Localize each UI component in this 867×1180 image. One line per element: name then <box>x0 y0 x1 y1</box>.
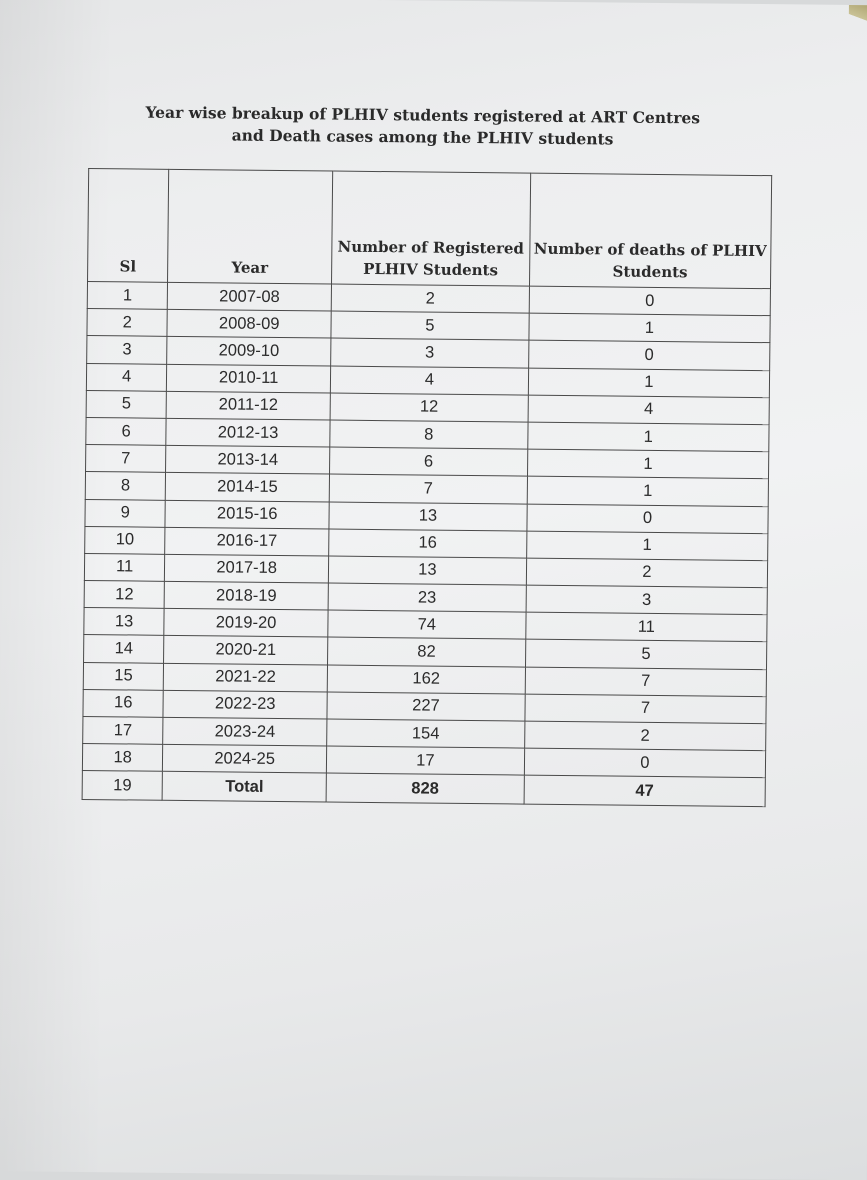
cell-registered: 3 <box>331 338 529 367</box>
cell-deaths: 3 <box>526 585 767 615</box>
cell-registered: 162 <box>327 665 525 694</box>
cell-deaths: 11 <box>526 612 767 642</box>
cell-year: 2016-17 <box>165 527 329 556</box>
cell-sl: 15 <box>83 662 164 690</box>
cell-year: 2014-15 <box>166 473 330 502</box>
cell-deaths: 0 <box>524 748 765 778</box>
cell-sl: 10 <box>85 526 166 554</box>
cell-registered: 16 <box>329 529 527 558</box>
header-registered: Number of Registered PLHIV Students <box>331 171 530 286</box>
cell-registered: 82 <box>327 637 525 666</box>
cell-year: 2022-23 <box>163 690 327 719</box>
cell-sl: 3 <box>87 336 168 364</box>
cell-deaths: 1 <box>527 476 768 506</box>
cell-sl: 13 <box>84 608 165 636</box>
cell-year: 2007-08 <box>168 282 332 311</box>
cell-deaths: 1 <box>529 313 770 343</box>
cell-sl: 9 <box>85 499 166 527</box>
cell-deaths: 1 <box>528 422 769 452</box>
cell-sl: 18 <box>82 744 163 772</box>
page-corner <box>849 5 867 27</box>
cell-year: 2018-19 <box>164 581 328 610</box>
cell-year: 2023-24 <box>163 717 327 746</box>
cell-deaths: 1 <box>526 531 767 561</box>
cell-registered: 17 <box>326 746 524 775</box>
cell-sl: 14 <box>84 635 165 663</box>
cell-year: 2024-25 <box>163 744 327 773</box>
cell-sl: 1 <box>87 281 168 309</box>
cell-sl: 8 <box>85 472 166 500</box>
cell-registered: 8 <box>330 420 528 449</box>
cell-deaths: 7 <box>525 694 766 724</box>
cell-year: 2020-21 <box>164 636 328 665</box>
cell-registered: 12 <box>330 393 528 422</box>
cell-year: 2008-09 <box>167 310 331 339</box>
header-deaths: Number of deaths of PLHIV Students <box>529 173 771 289</box>
cell-year: 2009-10 <box>167 337 331 366</box>
cell-sl: 17 <box>83 716 164 744</box>
cell-year: 2013-14 <box>166 445 330 474</box>
cell-sl: 7 <box>86 445 167 473</box>
cell-year: 2011-12 <box>166 391 330 420</box>
cell-sl: 19 <box>82 771 163 801</box>
cell-registered: 227 <box>327 692 525 721</box>
cell-registered: 7 <box>329 474 527 503</box>
cell-deaths: 0 <box>529 286 770 316</box>
cell-sl: 5 <box>86 390 167 418</box>
cell-year: 2021-22 <box>164 663 328 692</box>
cell-registered: 154 <box>327 719 525 748</box>
table-header-row <box>88 169 772 289</box>
cell-deaths: 0 <box>528 340 769 370</box>
cell-registered: 23 <box>328 583 526 612</box>
total-deaths: 47 <box>524 775 765 807</box>
cell-sl: 2 <box>87 309 168 337</box>
cell-deaths: 7 <box>525 667 766 697</box>
cell-registered: 13 <box>329 502 527 531</box>
cell-sl: 6 <box>86 417 167 445</box>
title-line-2: and Death cases among the PLHIV students <box>231 125 614 149</box>
cell-year: 2012-13 <box>166 418 330 447</box>
table-body <box>82 281 770 806</box>
total-row <box>82 771 765 807</box>
cell-deaths: 1 <box>527 449 768 479</box>
cell-registered: 6 <box>329 447 527 476</box>
cell-year: 2019-20 <box>164 609 328 638</box>
cell-sl: 12 <box>84 581 165 609</box>
total-registered: 828 <box>326 773 524 804</box>
cell-deaths: 2 <box>526 558 767 588</box>
cell-sl: 16 <box>83 689 164 717</box>
cell-registered: 13 <box>328 556 526 585</box>
cell-registered: 2 <box>331 284 529 313</box>
document-title <box>92 101 752 152</box>
header-sl: Sl <box>88 169 169 283</box>
cell-sl: 4 <box>86 363 167 391</box>
header-year: Year <box>168 169 333 284</box>
cell-deaths: 1 <box>528 368 769 398</box>
title-line-1: Year wise breakup of PLHIV students registered at ART Centres <box>145 102 701 128</box>
cell-deaths: 2 <box>524 721 765 751</box>
cell-registered: 74 <box>328 610 526 639</box>
cell-deaths: 5 <box>525 640 766 670</box>
total-label: Total <box>162 772 326 803</box>
cell-year: 2017-18 <box>165 554 329 583</box>
cell-sl: 11 <box>84 553 165 581</box>
cell-deaths: 4 <box>528 395 769 425</box>
cell-registered: 5 <box>331 311 529 340</box>
cell-registered: 4 <box>330 366 528 395</box>
cell-year: 2010-11 <box>167 364 331 393</box>
cell-deaths: 0 <box>527 504 768 534</box>
data-table <box>82 168 773 808</box>
cell-year: 2015-16 <box>165 500 329 529</box>
